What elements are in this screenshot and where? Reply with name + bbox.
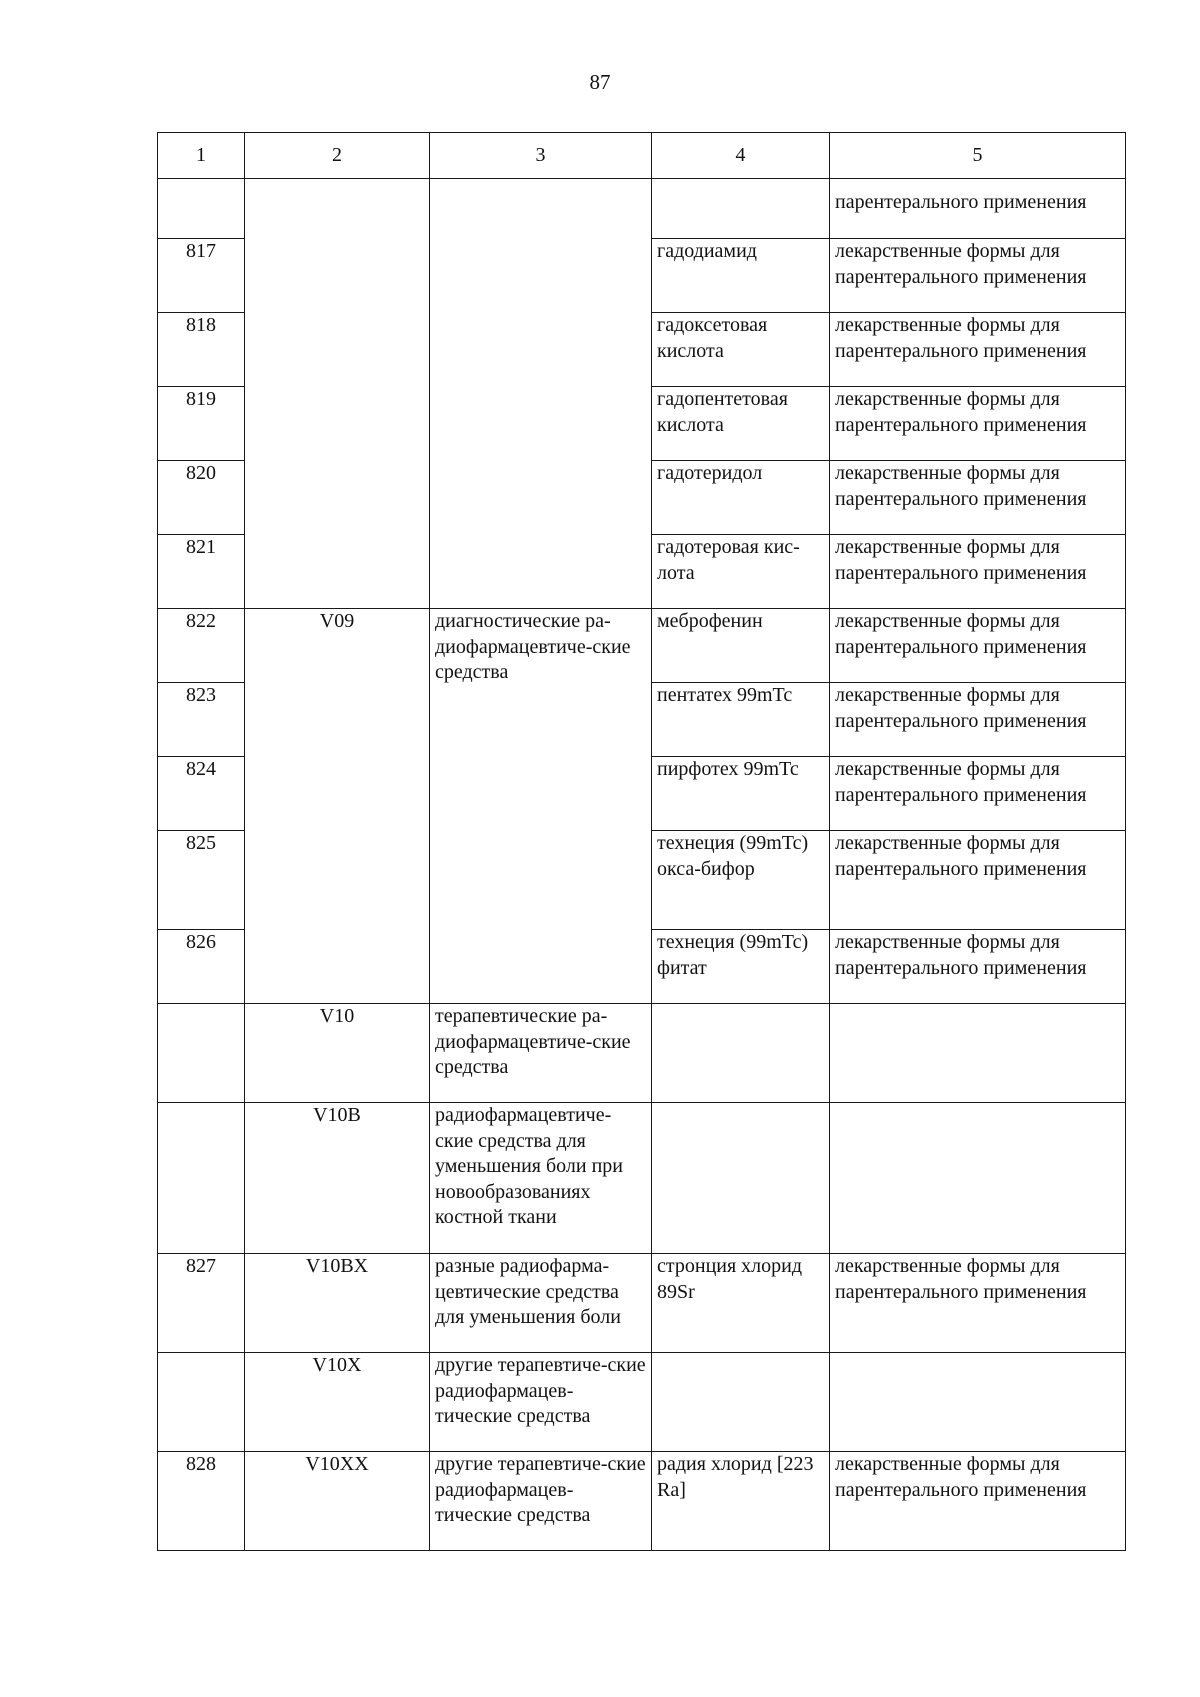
row-number: 827 [158, 1254, 245, 1353]
atc-code: V10XX [245, 1452, 430, 1551]
drug-name [652, 1103, 830, 1254]
dosage-form: лекарственные формы для парентерального применения [830, 461, 1126, 535]
drug-name: стронция хлорид 89Sr [652, 1254, 830, 1353]
atc-code: V09 [245, 609, 430, 1004]
dosage-form: парентерального применения [830, 179, 1126, 239]
dosage-form: лекарственные формы для парентерального применения [830, 930, 1126, 1004]
row-number [158, 1353, 245, 1452]
table-header-row [158, 133, 1126, 179]
drug-name: гадотеридол [652, 461, 830, 535]
row-number: 823 [158, 683, 245, 757]
group-name: другие терапевтиче-ские радиофармацев-тические средства [430, 1452, 652, 1551]
table-row [158, 1452, 1126, 1551]
group-name [430, 179, 652, 609]
dosage-form: лекарственные формы для парентерального применения [830, 313, 1126, 387]
drug-name [652, 179, 830, 239]
row-number: 824 [158, 757, 245, 831]
dosage-form: лекарственные формы для парентерального применения [830, 757, 1126, 831]
drug-name: гадодиамид [652, 239, 830, 313]
group-name: диагностические ра-диофармацевтиче-ские средства [430, 609, 652, 1004]
row-number: 822 [158, 609, 245, 683]
table-row [158, 1004, 1126, 1103]
row-number: 828 [158, 1452, 245, 1551]
row-number: 826 [158, 930, 245, 1004]
table-row [158, 1103, 1126, 1254]
row-number: 820 [158, 461, 245, 535]
group-name: разные радиофарма-цевтические средства для уменьшения боли [430, 1254, 652, 1353]
dosage-form [830, 1004, 1126, 1103]
dosage-form [830, 1103, 1126, 1254]
atc-code [245, 179, 430, 609]
drug-name: технеция (99mTc) окса-бифор [652, 831, 830, 930]
row-number [158, 1103, 245, 1254]
drug-name: меброфенин [652, 609, 830, 683]
drug-name [652, 1353, 830, 1452]
row-number: 818 [158, 313, 245, 387]
row-number: 825 [158, 831, 245, 930]
header-cell-2: 2 [245, 133, 430, 179]
table-row [158, 179, 1126, 239]
row-number: 819 [158, 387, 245, 461]
header-cell-4: 4 [652, 133, 830, 179]
drug-name: гадотеровая кис-лота [652, 535, 830, 609]
atc-code: V10B [245, 1103, 430, 1254]
page-number: 87 [589, 70, 611, 94]
drug-table [157, 132, 1126, 1551]
header-cell-5: 5 [830, 133, 1126, 179]
drug-name: радия хлорид [223 Ra] [652, 1452, 830, 1551]
drug-name: гадопентетовая кислота [652, 387, 830, 461]
atc-code: V10 [245, 1004, 430, 1103]
table-row [158, 1254, 1126, 1353]
table-row [158, 609, 1126, 683]
dosage-form: лекарственные формы для парентерального применения [830, 609, 1126, 683]
drug-name: пирфотех 99mTc [652, 757, 830, 831]
row-number: 821 [158, 535, 245, 609]
dosage-form: лекарственные формы для парентерального применения [830, 1254, 1126, 1353]
row-number [158, 1004, 245, 1103]
dosage-form: лекарственные формы для парентерального применения [830, 831, 1126, 930]
atc-code: V10BX [245, 1254, 430, 1353]
row-number: 817 [158, 239, 245, 313]
drug-name: пентатех 99mTc [652, 683, 830, 757]
drug-name: технеция (99mTc) фитат [652, 930, 830, 1004]
header-cell-1: 1 [158, 133, 245, 179]
group-name: терапевтические ра-диофармацевтиче-ские средства [430, 1004, 652, 1103]
group-name: радиофармацевтиче-ские средства для уменьшения боли при новообразованиях костной ткани [430, 1103, 652, 1254]
row-number [158, 179, 245, 239]
group-name: другие терапевтиче-ские радиофармацев-тические средства [430, 1353, 652, 1452]
dosage-form: лекарственные формы для парентерального применения [830, 683, 1126, 757]
header-cell-3: 3 [430, 133, 652, 179]
table-row [158, 1353, 1126, 1452]
atc-code: V10X [245, 1353, 430, 1452]
drug-name [652, 1004, 830, 1103]
dosage-form: лекарственные формы для парентерального применения [830, 1452, 1126, 1551]
dosage-form [830, 1353, 1126, 1452]
dosage-form: лекарственные формы для парентерального применения [830, 535, 1126, 609]
dosage-form: лекарственные формы для парентерального применения [830, 239, 1126, 313]
dosage-form: лекарственные формы для парентерального применения [830, 387, 1126, 461]
drug-name: гадоксетовая кислота [652, 313, 830, 387]
